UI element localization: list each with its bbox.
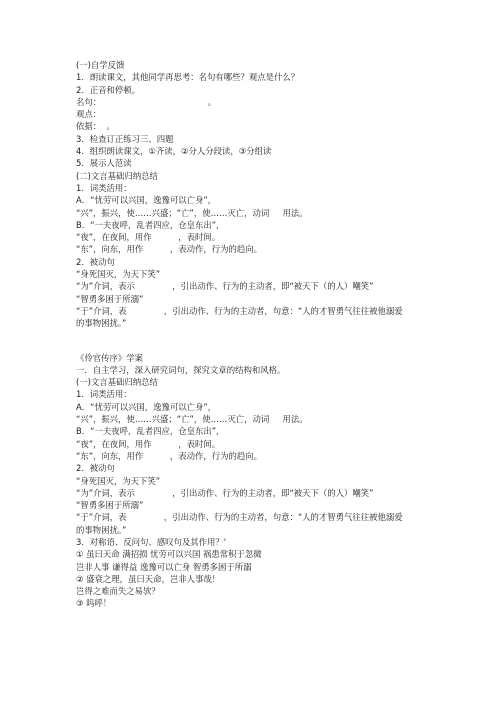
section2-line-16: 3．对称语、反问句、感叹句及其作用？' — [76, 536, 227, 547]
section1-line-2: 1．朗读课文，其他同学再思考：名句有哪些？观点是什么？ — [76, 72, 300, 83]
section1-line-7: 3．检查订正练习三、四题 — [76, 133, 174, 144]
section-gap — [76, 330, 476, 352]
section1-line-3: 2．正音和停顿。 — [76, 84, 140, 95]
section2-line-1: 《伶官传序》学案 — [76, 352, 143, 363]
section2-line-7: B．“一夫夜呼，乱者四应，仓皇东出”， — [76, 426, 225, 437]
section1-line-15: “夜”，在夜间，用作 ，表时间。 — [76, 232, 221, 243]
section1-line-11: 1．词类活用： — [76, 182, 132, 193]
section1-line-4: 名句： 。 — [76, 96, 216, 107]
section1-line-8: 4．组织朗读课文，①齐读，②分人分段读，③分组读 — [76, 146, 272, 157]
section2-line-9: “东”，向东，用作 ，表动作，行为的趋向。 — [76, 450, 263, 461]
section1-line-14: B．“一夫夜呼，乱者四应，仓皇东出”， — [76, 219, 225, 230]
section1-line-16: “东”，向东，用作 ，表动作，行为的趋向。 — [76, 244, 263, 255]
section2-line-13: “智勇多困于所溺” — [76, 500, 144, 511]
section1-line-18: “身死国灭，为天下笑” — [76, 269, 161, 280]
document-body — [76, 59, 476, 610]
section1-line-20: “智勇多困于所溺” — [76, 293, 144, 304]
section2-line-4: 1．词类活用： — [76, 389, 132, 400]
section2-line-17: ① 虽曰天命 满招损 忧劳可以兴国 祸患常积于忽微 — [76, 549, 262, 560]
section1-line-1: (一)自学反馈 — [76, 60, 125, 70]
section2-line-6: “兴”，振兴，使……兴盛；“亡”，使……灭亡，动词 用法。 — [76, 414, 308, 425]
section2-line-21: ③ 呜呼！ — [76, 598, 112, 609]
section1-line-13: “兴”，振兴，使……兴盛；“亡”，使……灭亡，动词 用法。 — [76, 207, 308, 218]
section1-line-22: 的事物困扰。” — [76, 318, 127, 329]
section-self-study — [76, 59, 476, 330]
section2-line-15: 的事物困扰。” — [76, 524, 127, 535]
section1-line-10: (二)文言基础归纳总结 — [76, 170, 158, 181]
section2-line-8: “夜”，在夜间，用作 ，表时间。 — [76, 438, 221, 449]
section1-line-17: 2．被动句 — [76, 256, 115, 267]
section1-line-9: 5．展示人范读 — [76, 158, 132, 169]
section1-line-6: 依据： 。 — [76, 121, 115, 132]
section1-line-21: “于”介词，表 ，引出动作、行为的主动者，句意：“人的才智勇气往往被他溺爱 — [76, 305, 403, 316]
section2-line-5: A．“忧劳可以兴国，逸豫可以亡身”， — [76, 401, 217, 412]
section2-line-14: “于”介词，表 ，引出动作、行为的主动者，句意：“人的才智勇气往往被他溺爱 — [76, 512, 403, 523]
section2-line-10: 2．被动句 — [76, 463, 115, 474]
section2-line-20: 岂得之难而失之易欤？ — [76, 586, 160, 597]
section2-line-12: “为”介词，表示 ，引出动作、行为的主动者，即“被天下（的人）嘲笑” — [76, 487, 374, 498]
section2-line-11: “身死国灭，为天下笑” — [76, 475, 161, 486]
section1-line-19: “为”介词，表示 ，引出动作、行为的主动者，即“被天下（的人）嘲笑” — [76, 281, 374, 292]
section2-line-3: (一)文言基础归纳总结 — [76, 377, 158, 388]
section2-line-18: 岂非人事 谦得益 逸豫可以亡身 智勇多困于所溺 — [76, 561, 252, 572]
section1-line-5: 观点： — [76, 109, 102, 120]
section1-line-12: A．“忧劳可以兴国，逸豫可以亡身”， — [76, 195, 217, 206]
section-lingguan-study-plan — [76, 352, 476, 610]
section2-line-19: ② 盛衰之理，虽曰天命，岂非人事哉！ — [76, 573, 221, 584]
section2-line-2: 一．自主学习，深入研究词句，探究文章的结构和风格。 — [76, 364, 286, 375]
